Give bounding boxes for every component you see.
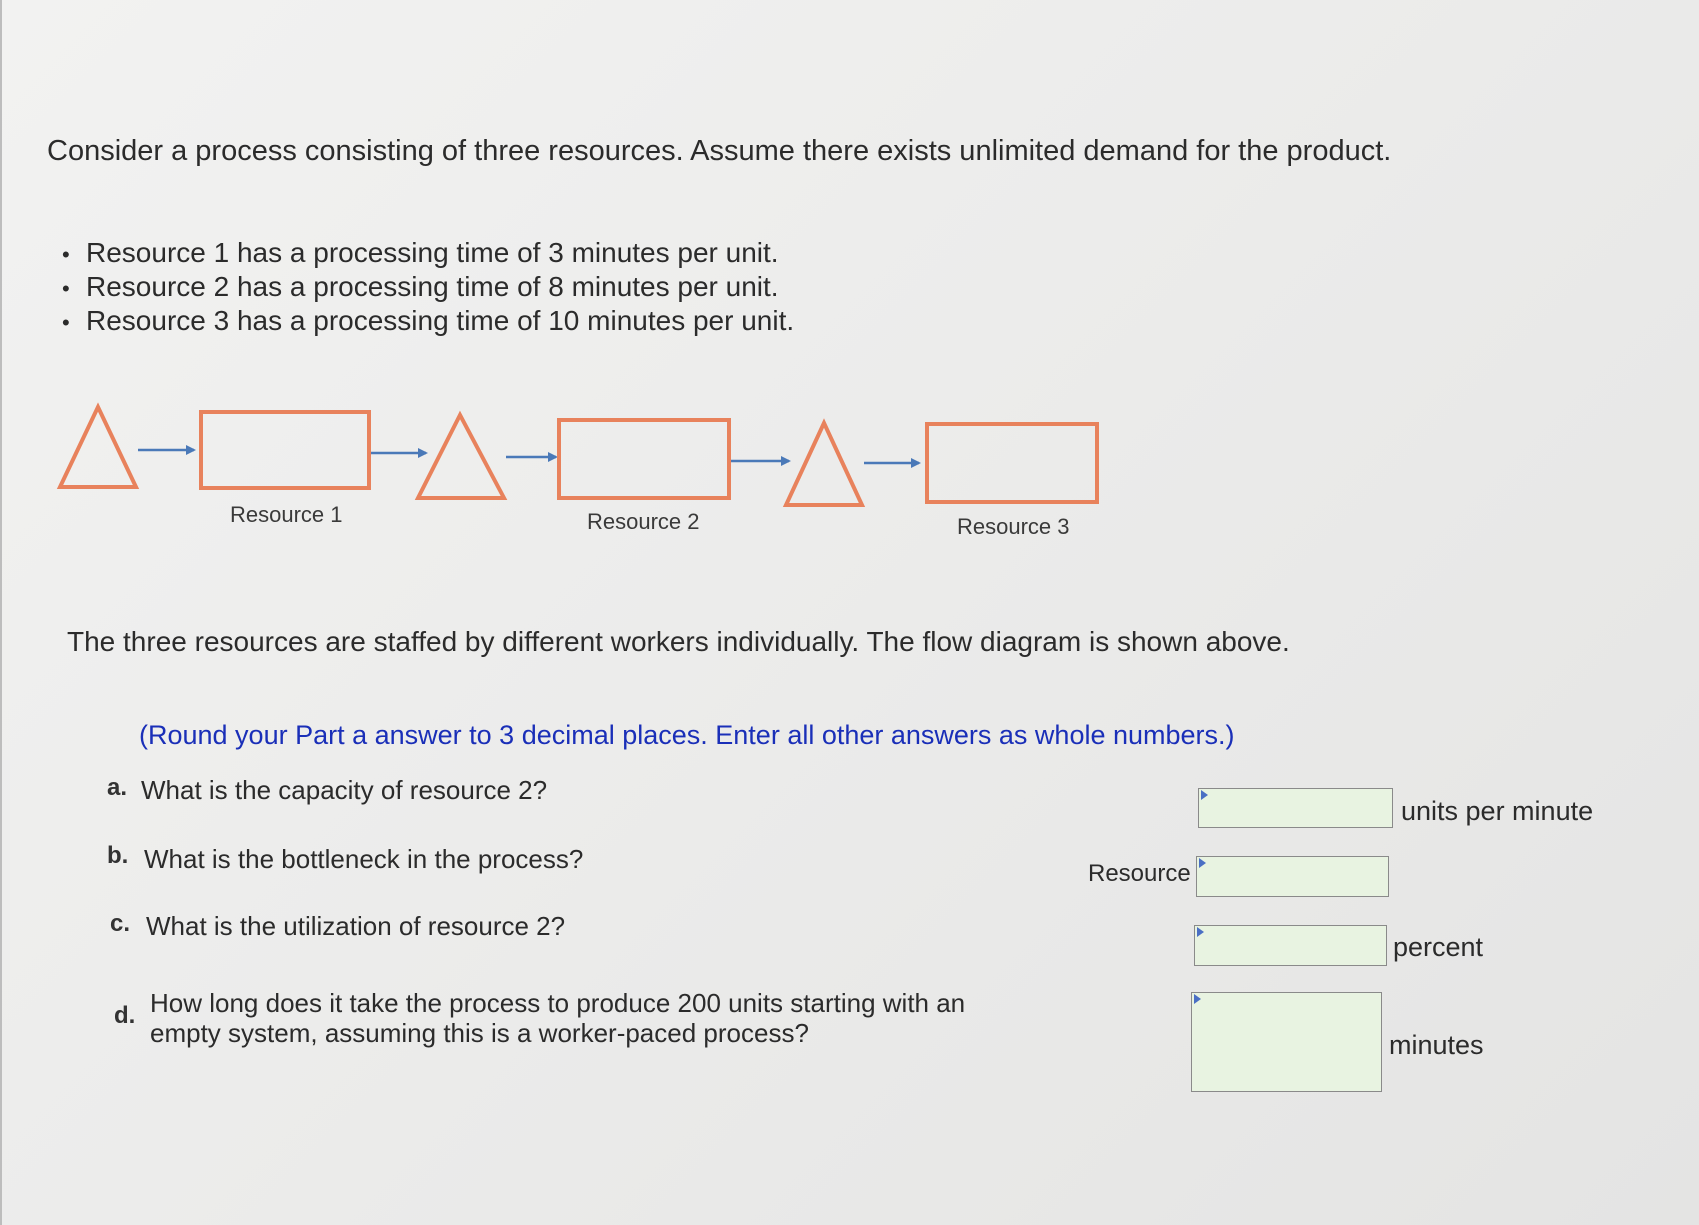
question-d-text-line2: empty system, assuming this is a worker-paced process? [150, 1018, 809, 1048]
answer-c-input[interactable] [1194, 925, 1387, 966]
answer-a-unit: units per minute [1401, 796, 1594, 826]
inventory-triangle-3 [786, 423, 862, 505]
staffed-text: The three resources are staffed by different workers individually. The flow diagram is shown above. [67, 626, 1290, 657]
question-d-text-line1: How long does it take the process to produce 200 units starting with an [150, 988, 966, 1018]
answer-a-input[interactable] [1198, 788, 1393, 828]
question-a-letter: a. [107, 774, 128, 801]
flow-diagram [55, 395, 1115, 555]
answer-b-input[interactable] [1196, 856, 1389, 897]
question-c-letter: c. [110, 910, 131, 937]
inventory-triangle-2 [418, 415, 504, 498]
question-b-letter: b. [107, 842, 129, 869]
resource-box-1 [201, 412, 369, 488]
intro-text: Consider a process consisting of three resources. Assume there exists unlimited demand for the product. [47, 135, 1392, 167]
rounding-instruction: (Round your Part a answer to 3 decimal places. Enter all other answers as whole numbers.) [139, 720, 1235, 750]
answer-b-prefix: Resource [1088, 860, 1191, 887]
answer-d-input[interactable] [1191, 992, 1382, 1092]
resource-list [62, 236, 794, 338]
inventory-triangle-1 [60, 407, 136, 487]
question-d-letter: d. [114, 1002, 136, 1029]
resource-1-label: Resource 1 [230, 502, 343, 527]
resource-item-2: • Resource 2 has a processing time of 8 minutes per unit. [62, 270, 794, 304]
flow-diagram-svg [55, 395, 1115, 555]
question-b-text: What is the bottleneck in the process? [144, 844, 584, 874]
question-a-text: What is the capacity of resource 2? [141, 775, 548, 805]
resource-item-1: • Resource 1 has a processing time of 3 minutes per unit. [62, 236, 794, 270]
resource-box-2 [559, 420, 729, 498]
answer-d-unit: minutes [1389, 1030, 1484, 1060]
resource-item-3: • Resource 3 has a processing time of 10 minutes per unit. [62, 304, 794, 338]
resource-3-label: Resource 3 [957, 514, 1070, 539]
question-c-text: What is the utilization of resource 2? [146, 911, 566, 941]
page-edge [0, 0, 2, 1225]
resource-2-label: Resource 2 [587, 509, 700, 534]
resource-box-3 [927, 424, 1097, 502]
answer-c-unit: percent [1393, 932, 1484, 962]
